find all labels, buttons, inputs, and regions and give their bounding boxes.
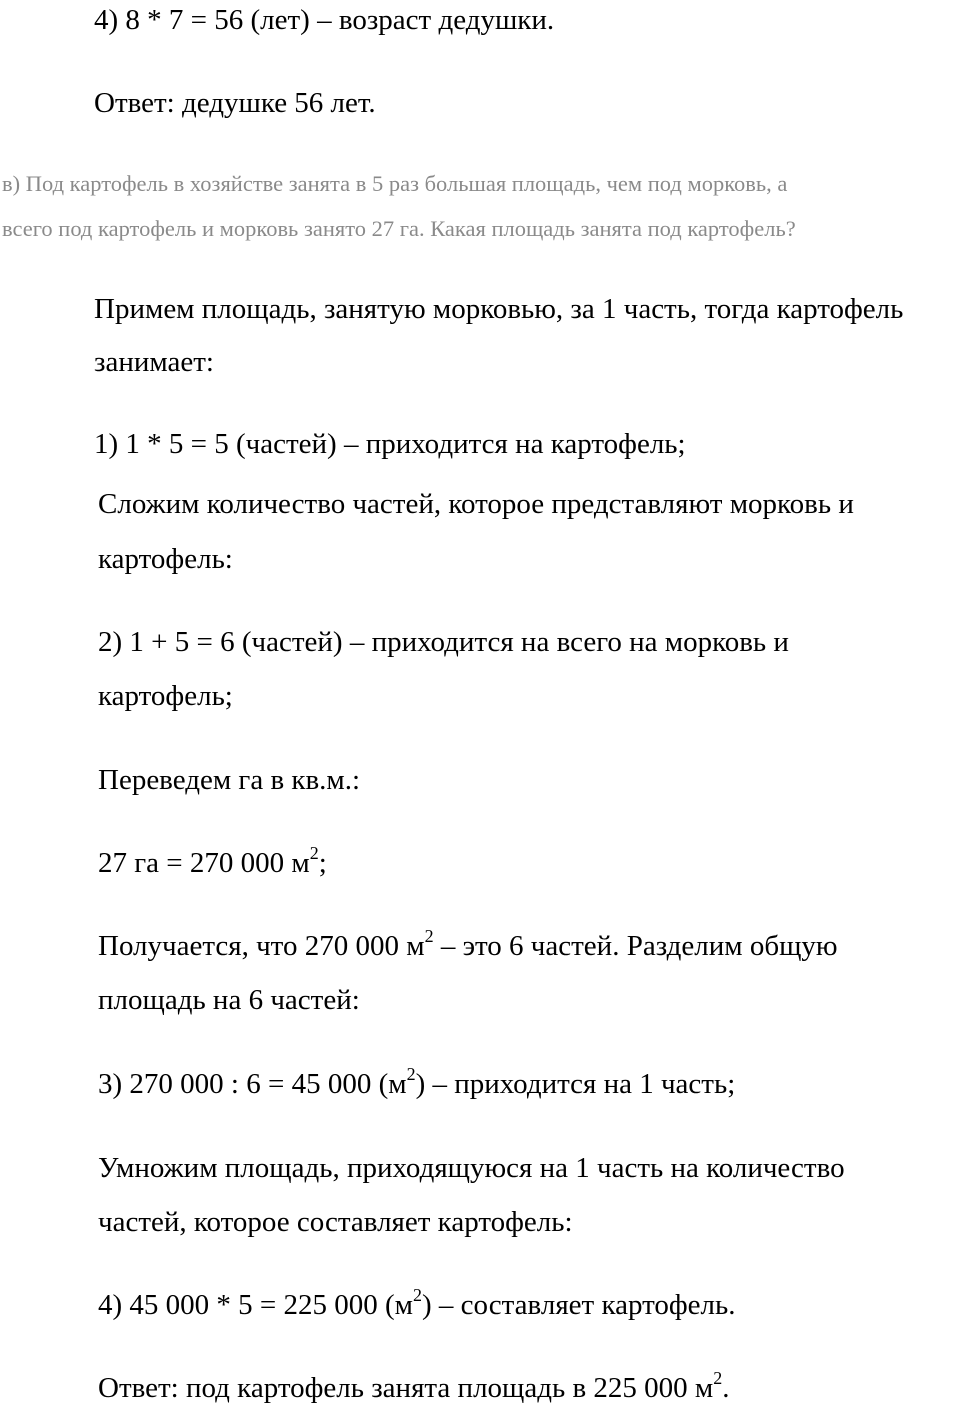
solution-intro-line-1: Примем площадь, занятую морковью, за 1 часть, тогда картофель [94,293,904,325]
square-exponent: 2 [424,925,434,946]
result-explanation-line-2: площадь на 6 частей: [98,984,360,1016]
step-3-text: 3) 270 000 : 6 = 45 000 (м [98,1068,407,1100]
square-exponent: 2 [413,1284,423,1305]
final-answer [98,1367,730,1405]
step-1: 1) 1 * 5 = 5 (частей) – приходится на картофель; [94,428,686,460]
conversion-text: 27 га = 270 000 м [98,847,310,879]
task-statement-line-2: всего под картофель и морковь занято 27 га. Какая площадь занята под картофель? [2,216,796,241]
sum-explanation-line-1: Сложим количество частей, которое представляют морковь и [98,488,854,520]
step-3 [98,1063,736,1101]
step-3-end: ) – приходится на 1 часть; [415,1068,736,1100]
multiply-explanation-line-1: Умножим площадь, приходящуюся на 1 часть на количество [98,1152,845,1184]
previous-answer: Ответ: дедушке 56 лет. [94,87,376,119]
result-explanation-line-1 [98,925,838,963]
solution-intro-line-2: занимает: [94,346,214,378]
conversion-label: Переведем га в кв.м.: [98,764,361,796]
result-text: Получается, что 270 000 м [98,930,425,962]
square-exponent: 2 [713,1367,723,1388]
result-text-end: – это 6 частей. Разделим общую [433,930,838,962]
step-4-text: 4) 45 000 * 5 = 225 000 (м [98,1289,414,1321]
square-exponent: 2 [309,842,319,863]
final-answer-end: . [722,1372,730,1404]
step-4-end: ) – составляет картофель. [422,1289,736,1321]
sum-explanation-line-2: картофель: [98,543,233,575]
final-answer-text: Ответ: под картофель занята площадь в 225 000 м [98,1372,714,1404]
conversion-end: ; [318,847,327,879]
multiply-explanation-line-2: частей, которое составляет картофель: [98,1206,573,1238]
step-4 [98,1284,736,1322]
task-statement-line-1: в) Под картофель в хозяйстве занята в 5 раз большая площадь, чем под морковь, а [2,171,788,196]
previous-step-4: 4) 8 * 7 = 56 (лет) – возраст дедушки. [94,4,555,36]
step-2-line-2: картофель; [98,680,233,712]
conversion-equation [98,842,327,880]
square-exponent: 2 [406,1063,416,1084]
step-2-line-1: 2) 1 + 5 = 6 (частей) – приходится на всего на морковь и [98,626,789,658]
